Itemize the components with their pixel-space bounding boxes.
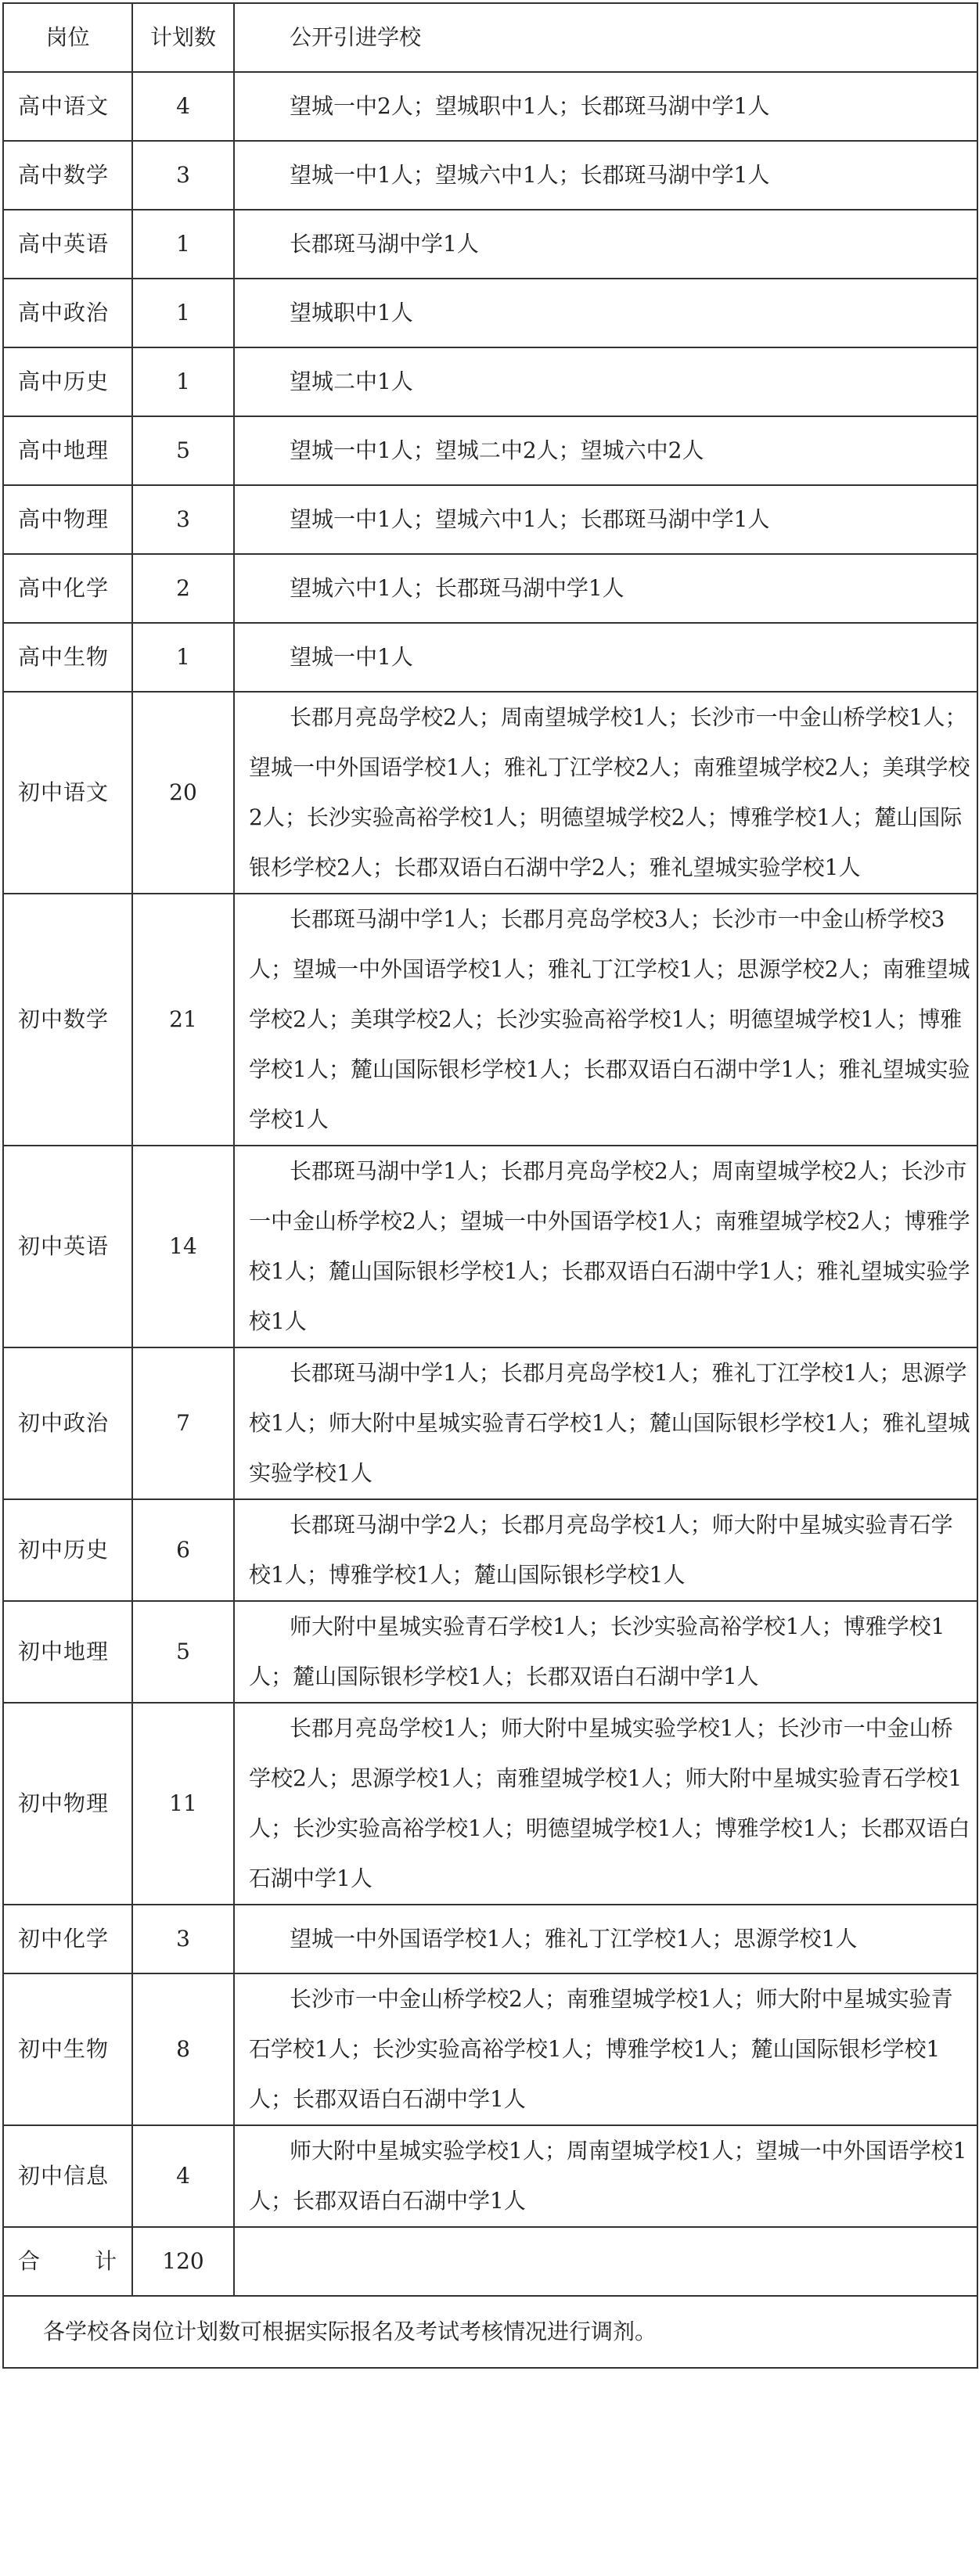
plan-count-cell: 5 <box>132 1601 234 1703</box>
post-cell: 高中历史 <box>3 347 132 416</box>
table-row <box>3 416 977 485</box>
post-cell: 高中物理 <box>3 485 132 554</box>
table-row <box>3 894 977 1146</box>
schools-cell: 望城一中1人；望城六中1人；长郡斑马湖中学1人 <box>234 485 977 554</box>
table-row <box>3 554 977 623</box>
schools-cell: 长郡斑马湖中学1人 <box>234 210 977 279</box>
schools-cell: 望城六中1人；长郡斑马湖中学1人 <box>234 554 977 623</box>
plan-count-cell: 1 <box>132 279 234 347</box>
post-cell: 高中英语 <box>3 210 132 279</box>
schools-cell: 望城一中2人；望城职中1人；长郡斑马湖中学1人 <box>234 72 977 141</box>
post-cell: 初中历史 <box>3 1499 132 1601</box>
total-schools <box>234 2227 977 2296</box>
table-row <box>3 1146 977 1347</box>
table-row <box>3 210 977 279</box>
total-label <box>3 2227 132 2296</box>
table-row <box>3 692 977 894</box>
schools-cell: 望城一中1人 <box>234 623 977 692</box>
plan-count-cell: 4 <box>132 2125 234 2227</box>
total-label-left: 合 <box>18 2248 41 2274</box>
table-row <box>3 485 977 554</box>
schools-cell: 长郡月亮岛学校1人；师大附中星城实验学校1人；长沙市一中金山桥学校2人；思源学校1人；南雅望城学校1人；师大附中星城实验青石学校1人；长沙实验高裕学校1人；明德望城学校1人；博雅学校1人；长郡双语白石湖中学1人 <box>234 1703 977 1905</box>
plan-count-cell: 7 <box>132 1347 234 1499</box>
post-cell: 高中政治 <box>3 279 132 347</box>
header-post: 岗位 <box>3 3 132 72</box>
schools-cell: 长郡斑马湖中学1人；长郡月亮岛学校3人；长沙市一中金山桥学校3人；望城一中外国语学校1人；雅礼丁江学校1人；思源学校2人；南雅望城学校2人；美琪学校2人；长沙实验高裕学校1人；明德望城学校1人；博雅学校1人；麓山国际银杉学校1人；长郡双语白石湖中学1人；雅礼望城实验学校1人 <box>234 894 977 1146</box>
table-row <box>3 1905 977 1973</box>
plan-count-cell: 14 <box>132 1146 234 1347</box>
table-row <box>3 1703 977 1905</box>
plan-count-cell: 4 <box>132 72 234 141</box>
post-cell: 高中生物 <box>3 623 132 692</box>
table-row <box>3 347 977 416</box>
post-cell: 初中语文 <box>3 692 132 894</box>
table-row <box>3 279 977 347</box>
plan-count-cell: 3 <box>132 1905 234 1973</box>
post-cell: 高中地理 <box>3 416 132 485</box>
schools-cell: 长郡月亮岛学校2人；周南望城学校1人；长沙市一中金山桥学校1人；望城一中外国语学校1人；雅礼丁江学校2人；南雅望城学校2人；美琪学校2人；长沙实验高裕学校1人；明德望城学校2人；博雅学校1人；麓山国际银杉学校2人；长郡双语白石湖中学2人；雅礼望城实验学校1人 <box>234 692 977 894</box>
post-cell: 初中政治 <box>3 1347 132 1499</box>
post-cell: 初中信息 <box>3 2125 132 2227</box>
recruitment-plan-table <box>2 2 978 2369</box>
post-cell: 高中语文 <box>3 72 132 141</box>
schools-cell: 望城职中1人 <box>234 279 977 347</box>
plan-count-cell: 1 <box>132 623 234 692</box>
post-cell: 初中数学 <box>3 894 132 1146</box>
header-count: 计划数 <box>132 3 234 72</box>
plan-count-cell: 2 <box>132 554 234 623</box>
table-row <box>3 1601 977 1703</box>
plan-count-cell: 1 <box>132 347 234 416</box>
table-row <box>3 141 977 210</box>
schools-cell: 长沙市一中金山桥学校2人；南雅望城学校1人；师大附中星城实验青石学校1人；长沙实验高裕学校1人；博雅学校1人；麓山国际银杉学校1人；长郡双语白石湖中学1人 <box>234 1973 977 2125</box>
table-row <box>3 72 977 141</box>
table-row <box>3 1973 977 2125</box>
recruitment-plan-sheet <box>0 2 979 2369</box>
schools-cell: 长郡斑马湖中学1人；长郡月亮岛学校1人；雅礼丁江学校1人；思源学校1人；师大附中星城实验青石学校1人；麓山国际银杉学校1人；雅礼望城实验学校1人 <box>234 1347 977 1499</box>
plan-count-cell: 21 <box>132 894 234 1146</box>
plan-count-cell: 3 <box>132 485 234 554</box>
total-label-right: 计 <box>95 2248 117 2274</box>
schools-cell: 望城二中1人 <box>234 347 977 416</box>
post-cell: 高中化学 <box>3 554 132 623</box>
total-count: 120 <box>132 2227 234 2296</box>
plan-count-cell: 11 <box>132 1703 234 1905</box>
plan-count-cell: 3 <box>132 141 234 210</box>
schools-cell: 望城一中外国语学校1人；雅礼丁江学校1人；思源学校1人 <box>234 1905 977 1973</box>
post-cell: 初中英语 <box>3 1146 132 1347</box>
adjustment-note: 各学校各岗位计划数可根据实际报名及考试考核情况进行调剂。 <box>3 2296 977 2368</box>
table-row <box>3 1499 977 1601</box>
post-cell: 高中数学 <box>3 141 132 210</box>
header-schools: 公开引进学校 <box>234 3 977 72</box>
plan-count-cell: 6 <box>132 1499 234 1601</box>
table-row <box>3 1347 977 1499</box>
post-cell: 初中物理 <box>3 1703 132 1905</box>
schools-cell: 长郡斑马湖中学2人；长郡月亮岛学校1人；师大附中星城实验青石学校1人；博雅学校1人；麓山国际银杉学校1人 <box>234 1499 977 1601</box>
schools-cell: 师大附中星城实验青石学校1人；长沙实验高裕学校1人；博雅学校1人；麓山国际银杉学校1人；长郡双语白石湖中学1人 <box>234 1601 977 1703</box>
table-row <box>3 2125 977 2227</box>
schools-cell: 望城一中1人；望城二中2人；望城六中2人 <box>234 416 977 485</box>
plan-count-cell: 8 <box>132 1973 234 2125</box>
schools-cell: 长郡斑马湖中学1人；长郡月亮岛学校2人；周南望城学校2人；长沙市一中金山桥学校2人；望城一中外国语学校1人；南雅望城学校2人；博雅学校1人；麓山国际银杉学校1人；长郡双语白石湖中学1人；雅礼望城实验学校1人 <box>234 1146 977 1347</box>
total-row <box>3 2227 977 2296</box>
plan-count-cell: 5 <box>132 416 234 485</box>
schools-cell: 师大附中星城实验学校1人；周南望城学校1人；望城一中外国语学校1人；长郡双语白石湖中学1人 <box>234 2125 977 2227</box>
plan-count-cell: 1 <box>132 210 234 279</box>
note-row <box>3 2296 977 2368</box>
table-header-row <box>3 3 977 72</box>
table-row <box>3 623 977 692</box>
schools-cell: 望城一中1人；望城六中1人；长郡斑马湖中学1人 <box>234 141 977 210</box>
post-cell: 初中化学 <box>3 1905 132 1973</box>
post-cell: 初中地理 <box>3 1601 132 1703</box>
plan-count-cell: 20 <box>132 692 234 894</box>
post-cell: 初中生物 <box>3 1973 132 2125</box>
